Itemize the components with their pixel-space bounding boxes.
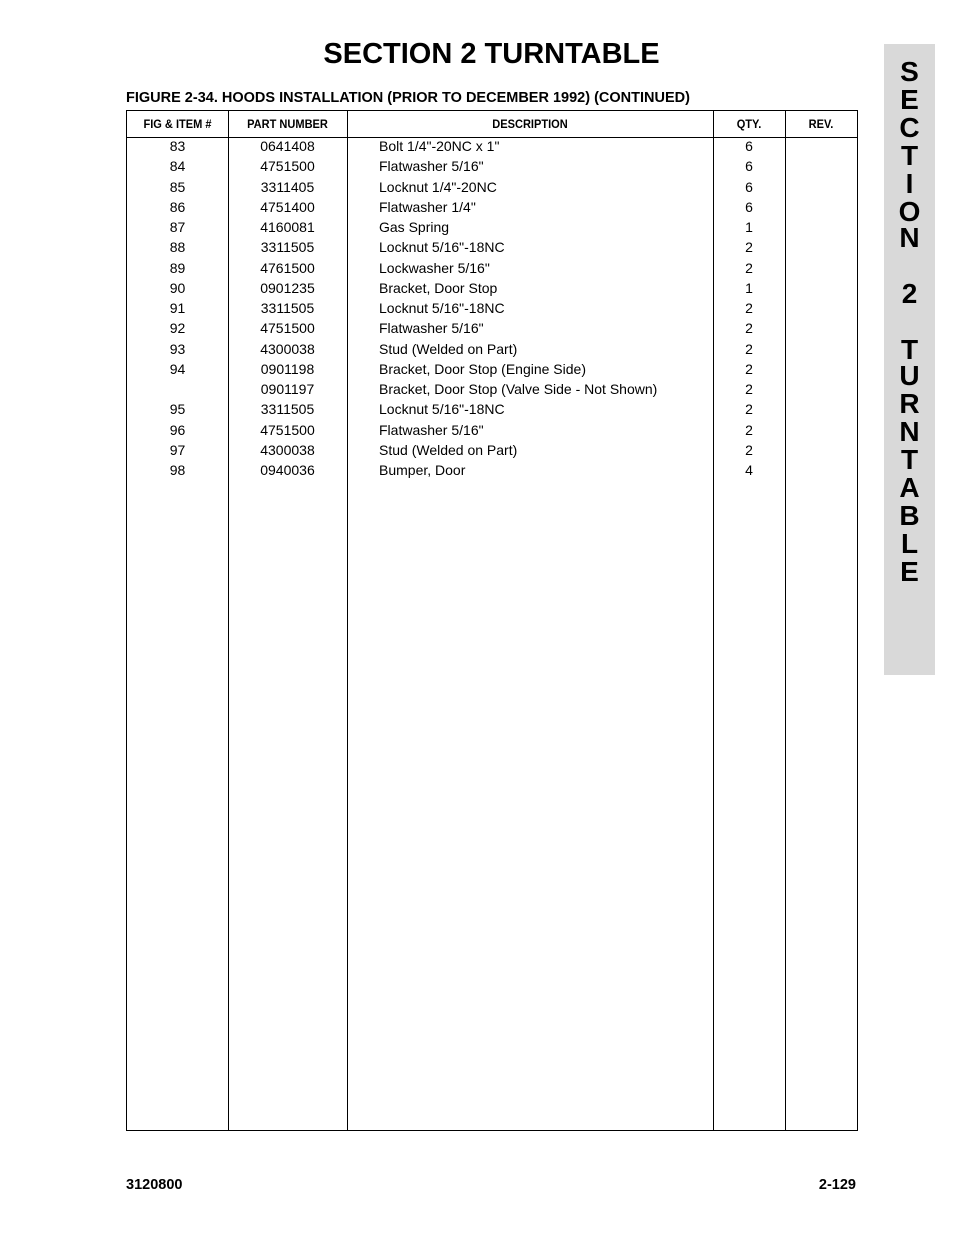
cell-qty: 2 xyxy=(745,360,753,377)
cell-part: 4751500 xyxy=(260,320,315,337)
cell-item: 88 xyxy=(169,239,186,256)
table-row xyxy=(127,136,857,156)
cell-part: 3311505 xyxy=(260,300,315,316)
side-tab-letter: S xyxy=(900,56,919,87)
cell-item: 93 xyxy=(169,340,186,357)
table-row xyxy=(127,379,857,399)
table-row xyxy=(127,399,857,419)
cell-item: 85 xyxy=(169,178,186,195)
cell-part: 0641408 xyxy=(260,138,315,154)
cell-desc: Gas Spring xyxy=(379,219,450,235)
cell-desc: Lockwasher 5/16" xyxy=(379,259,490,276)
cell-qty: 2 xyxy=(745,300,753,316)
cell-item: 94 xyxy=(169,360,186,377)
side-tab-letter: T xyxy=(900,444,919,475)
cell-qty: 4 xyxy=(745,462,753,478)
cell-qty: 2 xyxy=(745,381,753,397)
page-number: 2-129 xyxy=(818,1177,856,1193)
table-row xyxy=(127,177,857,197)
table-row xyxy=(127,440,857,460)
side-tab-letter: I xyxy=(905,168,914,199)
cell-item: 90 xyxy=(169,279,186,296)
table-row xyxy=(127,359,857,379)
cell-desc: Flatwasher 5/16" xyxy=(379,421,484,438)
cell-desc: Locknut 5/16"-18NC xyxy=(379,239,505,256)
cell-part: 4300038 xyxy=(260,441,315,458)
cell-part: 4751400 xyxy=(260,198,315,215)
cell-item: 84 xyxy=(169,158,186,175)
cell-part: 0901197 xyxy=(260,381,315,397)
document-number: 3120800 xyxy=(126,1177,183,1193)
cell-item: 87 xyxy=(169,219,186,235)
cell-qty: 1 xyxy=(745,279,753,296)
cell-item: 89 xyxy=(169,259,186,276)
cell-item: 96 xyxy=(169,421,186,438)
cell-qty: 2 xyxy=(745,259,753,276)
cell-desc: Bracket, Door Stop (Engine Side) xyxy=(379,360,586,377)
header-qty: QTY. xyxy=(736,117,762,131)
table-row xyxy=(127,339,857,359)
side-tab-letter: T xyxy=(900,140,919,171)
parts-table xyxy=(126,110,858,1131)
cell-qty: 2 xyxy=(745,320,753,337)
cell-qty: 6 xyxy=(745,138,753,154)
header-rev: REV. xyxy=(808,117,834,131)
cell-desc: Bracket, Door Stop xyxy=(379,279,498,296)
cell-part: 3311505 xyxy=(260,239,315,256)
table-row xyxy=(127,318,857,338)
cell-part: 0940036 xyxy=(260,462,315,478)
cell-desc: Bracket, Door Stop (Valve Side - Not Shown) xyxy=(379,381,658,397)
cell-qty: 2 xyxy=(745,441,753,458)
side-tab-letter: N xyxy=(899,416,920,447)
cell-desc: Flatwasher 1/4" xyxy=(379,198,476,215)
side-tab-letter: E xyxy=(900,84,919,115)
section-title: SECTION 2 TURNTABLE xyxy=(323,38,660,70)
cell-desc: Bolt 1/4"-20NC x 1" xyxy=(379,138,500,154)
cell-item: 98 xyxy=(169,462,186,478)
cell-part: 3311405 xyxy=(260,178,315,195)
cell-qty: 2 xyxy=(745,401,753,418)
cell-part: 4160081 xyxy=(260,219,315,235)
cell-item: 97 xyxy=(169,441,186,458)
cell-item: 83 xyxy=(169,138,186,154)
cell-desc: Locknut 5/16"-18NC xyxy=(379,401,505,418)
cell-part: 3311505 xyxy=(260,401,315,418)
side-tab-letter: N xyxy=(899,222,920,253)
side-tab-letter: E xyxy=(900,556,919,587)
cell-part: 4300038 xyxy=(260,340,315,357)
cell-qty: 2 xyxy=(745,239,753,256)
table-row xyxy=(127,258,857,278)
section-side-tab xyxy=(884,44,935,675)
side-tab-letter: C xyxy=(899,112,920,143)
side-tab-letter: 2 xyxy=(901,278,918,309)
side-tab-letter: U xyxy=(899,360,920,391)
header-description: DESCRIPTION xyxy=(492,117,568,131)
cell-desc: Stud (Welded on Part) xyxy=(379,340,518,357)
side-tab-letter: O xyxy=(898,196,921,227)
cell-desc: Stud (Welded on Part) xyxy=(379,441,518,458)
table-row xyxy=(127,420,857,440)
cell-qty: 6 xyxy=(745,178,753,195)
cell-desc: Flatwasher 5/16" xyxy=(379,158,484,175)
cell-item: 86 xyxy=(169,198,186,215)
cell-desc: Locknut 5/16"-18NC xyxy=(379,300,505,316)
cell-qty: 6 xyxy=(745,198,753,215)
cell-item: 92 xyxy=(169,320,186,337)
cell-desc: Locknut 1/4"-20NC xyxy=(379,178,497,195)
table-row xyxy=(127,278,857,298)
cell-part: 4751500 xyxy=(260,158,315,175)
side-tab-letter: B xyxy=(899,500,920,531)
table-row xyxy=(127,156,857,176)
table-row xyxy=(127,237,857,257)
cell-part: 0901235 xyxy=(260,279,315,296)
table-row xyxy=(127,197,857,217)
header-part-number: PART NUMBER xyxy=(247,117,328,131)
cell-qty: 2 xyxy=(745,340,753,357)
side-tab-letter: L xyxy=(900,528,919,559)
side-tab-letter: A xyxy=(899,472,920,503)
table-row xyxy=(127,460,857,480)
header-fig-item: FIG & ITEM # xyxy=(143,117,212,131)
cell-item: 95 xyxy=(169,401,186,418)
cell-part: 4761500 xyxy=(260,259,315,276)
cell-qty: 2 xyxy=(745,421,753,438)
cell-part: 4751500 xyxy=(260,421,315,438)
cell-qty: 1 xyxy=(745,219,753,235)
figure-title: FIGURE 2-34. HOODS INSTALLATION (PRIOR TO DECEMBER 1992) (CONTINUED) xyxy=(126,90,690,106)
cell-desc: Bumper, Door xyxy=(379,462,466,478)
cell-item: 91 xyxy=(169,300,186,316)
cell-qty: 6 xyxy=(745,158,753,175)
table-row xyxy=(127,217,857,237)
table-row xyxy=(127,298,857,318)
cell-desc: Flatwasher 5/16" xyxy=(379,320,484,337)
side-tab-letter: T xyxy=(900,334,919,365)
side-tab-letter: R xyxy=(899,388,920,419)
cell-part: 0901198 xyxy=(260,360,315,377)
